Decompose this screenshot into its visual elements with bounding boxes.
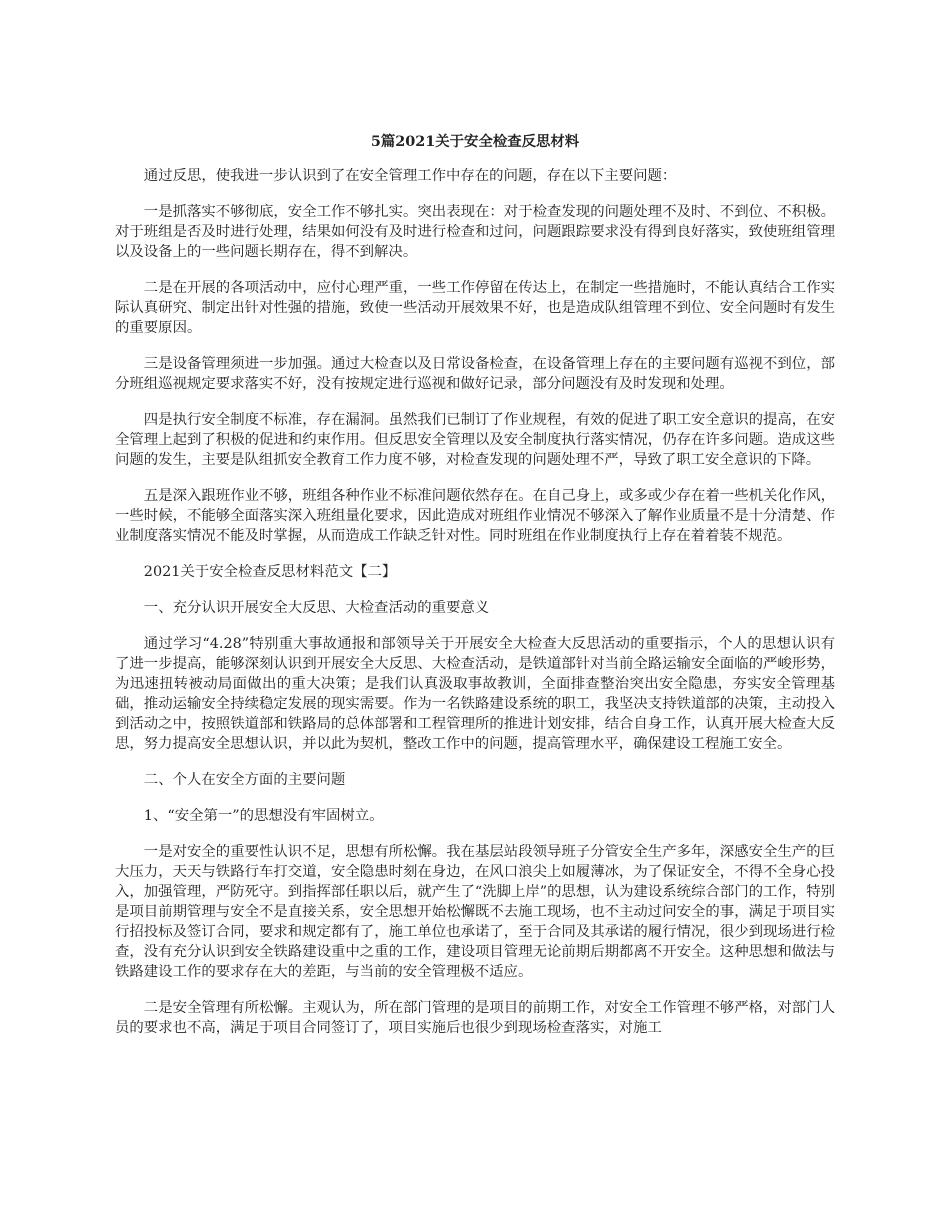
document-body [115,132,835,1038]
paragraph-awareness: 一是对安全的重要性认识不足，思想有所松懈。我在基层站段领导班子分管安全生产多年，深感安全生产的巨大压力，天天与铁路行车打交道，安全隐患时刻在身边，在风口浪尖上如履薄冰，为了保证安全，不得不全身心投入，加强管理，严防死守。到指挥部任职以后，就产生了“洗脚上岸”的思想，认为建设系统综合部门的工作，特别是项目前期管理与安全不是直接关系，安全思想开始松懈既不去施工现场，也不主动过问安全的事，满足于项目实行招投标及签订合同，要求和规定都有了，施工单位也承诺了，至于合同及其承诺的履行情况，很少到现场进行检查，没有充分认识到安全铁路建设重中之重的工作，建设项目管理无论前期后期都离不开安全。这种思想和做法与铁路建设工作的要求存在大的差距，与当前的安全管理极不适应。 [115,844,835,980]
paragraph-issue-2: 二是在开展的各项活动中，应付心理严重，一些工作停留在传达上，在制定一些措施时，不能认真结合工作实际认真研究、制定出针对性强的措施，致使一些活动开展效果不好，也是造成队组管理不到位、安全问题时有发生的重要原因。 [115,280,835,336]
subheading-significance: 一、充分认识开展安全大反思、大检查活动的重要意义 [143,600,490,616]
paragraph-significance: 通过学习“4.28”特别重大事故通报和部领导关于开展安全大检查大反思活动的重要指示，个人的思想认识有了进一步提高，能够深刻认识到开展安全大反思、大检查活动，是铁道部针对当前全路运输安全面临的严峻形势，为迅速扭转被动局面做出的重大决策；是我们认真汲取事故教训，全面排查整治突出安全隐患，夯实安全管理基础，推动运输安全持续稳定发展的现实需要。作为一名铁路建设系统的职工，我坚决支持铁道部的决策，主动投入到活动之中，按照铁道部和铁路局的总体部署和工程管理所的推进计划安排，结合自身工作，认真开展大检查大反思，努力提高安全思想认识，并以此为契机，整改工作中的问题，提高管理水平，确保建设工程施工安全。 [115,636,835,752]
document-title: 5篇2021关于安全检查反思材料 [370,133,580,150]
subheading-personal-issues: 二、个人在安全方面的主要问题 [143,772,346,788]
paragraph-issue-3: 三是设备管理须进一步加强。通过大检查以及日常设备检查，在设备管理上存在的主要问题有巡视不到位，部分班组巡视规定要求落实不好，没有按规定进行巡视和做好记录，部分问题没有及时发现和处理。 [115,356,835,392]
paragraph-issue-1: 一是抓落实不够彻底，安全工作不够扎实。突出表现在：对于检查发现的问题处理不及时、不到位、不积极。对于班组是否及时进行处理，结果如何没有及时进行检查和过问，问题跟踪要求没有得到良好落实，致使班组管理以及设备上的一些问题长期存在，得不到解决。 [115,204,835,260]
paragraph-issue-4: 四是执行安全制度不标准，存在漏洞。虽然我们已制订了作业规程，有效的促进了职工安全意识的提高，在安全管理上起到了积极的促进和约束作用。但反思安全管理以及安全制度执行落实情况，仍存在许多问题。造成这些问题的发生，主要是队组抓安全教育工作力度不够，对检查发现的问题处理不严，导致了职工安全意识的下降。 [115,412,835,468]
subheading-safety-first: 1、“安全第一”的思想没有牢固树立。 [143,808,384,824]
paragraph-intro: 通过反思，使我进一步认识到了在安全管理工作中存在的问题，存在以下主要问题： [143,168,677,184]
paragraph-management: 二是安全管理有所松懈。主观认为，所在部门管理的是项目的前期工作，对安全工作管理不够严格，对部门人员的要求也不高，满足于项目合同签订了，项目实施后也很少到现场检查落实，对施工 [115,1000,835,1036]
paragraph-issue-5: 五是深入跟班作业不够，班组各种作业不标准问题依然存在。在自己身上，或多或少存在着一些机关化作风，一些时候，不能够全面落实深入班组量化要求，因此造成对班组作业情况不够深入了解作业质量不是十分清楚、作业制度落实情况不能及时掌握，从而造成工作缺乏针对性。同时班组在作业制度执行上存在着着装不规范。 [115,488,835,544]
section-heading-part-two: 2021关于安全检查反思材料范文【二】 [143,564,397,580]
